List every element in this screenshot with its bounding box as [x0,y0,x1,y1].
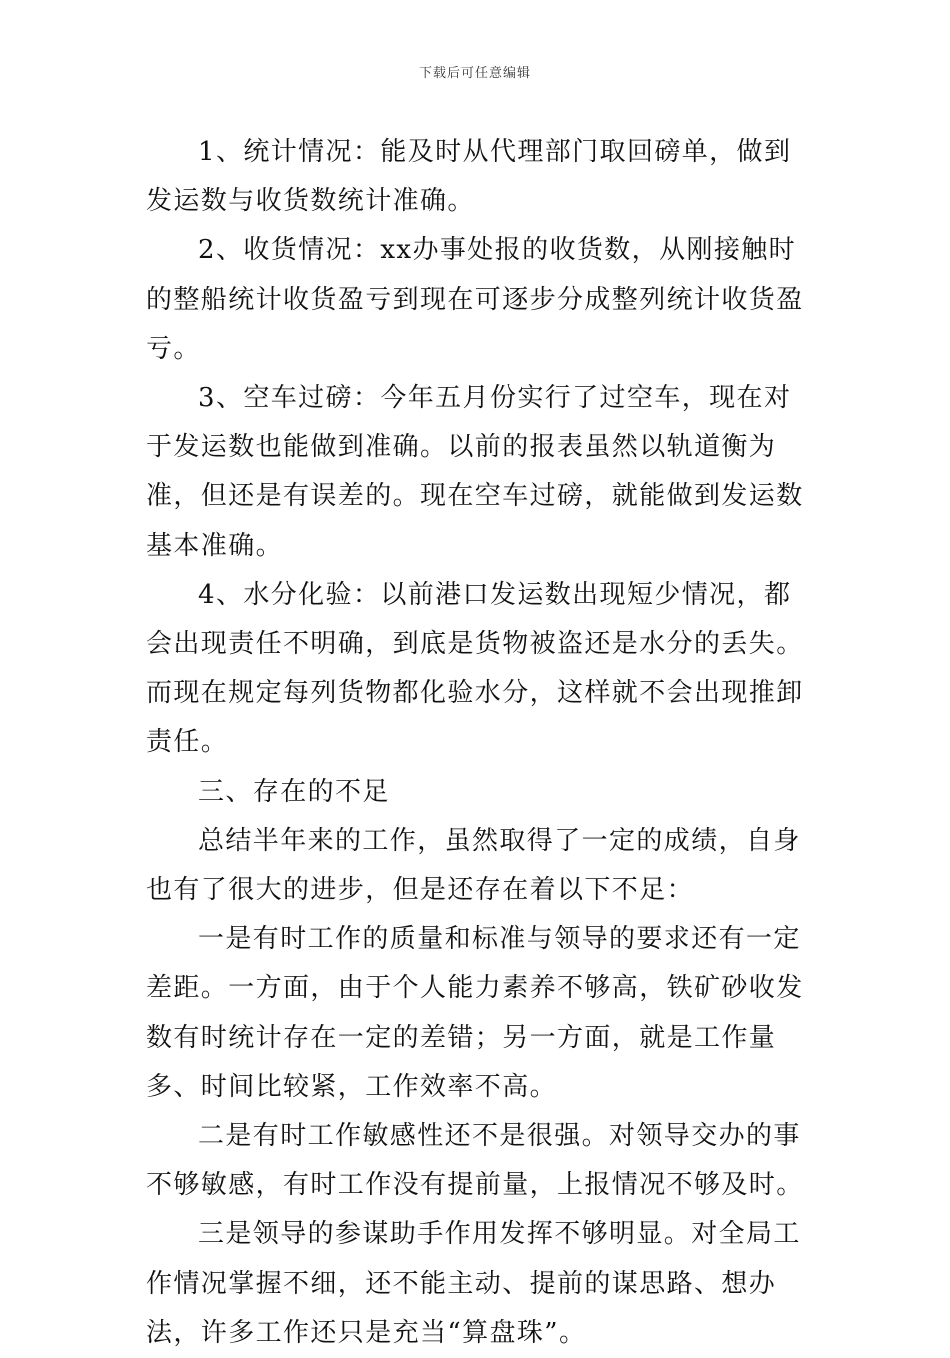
section-heading-shortcomings: 三、存在的不足 [198,776,390,807]
paragraph-statistics: 1、统计情况：能及时从代理部门取回磅单，做到发运数与收货数统计准确。 [146,137,792,217]
paragraph-empty-car-weighing: 3、空车过磅：今年五月份实行了过空车，现在对于发运数也能做到准确。以前的报表虽然以轨道衡为准，但还是有误差的。现在空车过磅，就能做到发运数基本准确。 [146,383,804,561]
paragraph-shortcoming-2: 二是有时工作敏感性还不是很强。对领导交办的事不够敏感，有时工作没有提前量，上报情况不够及时。 [146,1121,804,1201]
paragraph-shortcoming-3: 三是领导的参谋助手作用发挥不够明显。对全局工作情况掌握不细，还不能主动、提前的谋思路、想办法，许多工作还只是充当“算盘珠”。 [146,1219,801,1348]
paragraph-shortcoming-1: 一是有时工作的质量和标准与领导的要求还有一定差距。一方面，由于个人能力素养不够高，铁矿砂收发数有时统计存在一定的差错；另一方面，就是工作量多、时间比较紧，工作效率不高。 [146,924,804,1102]
paragraph-receiving: 2、收货情况：xx办事处报的收货数，从刚接触时的整船统计收货盈亏到现在可逐步分成整列统计收货盈亏。 [146,235,804,364]
page-header: 下载后可任意编辑 [418,66,531,81]
document-body [146,128,806,1358]
paragraph-moisture-test: 4、水分化验：以前港口发运数出现短少情况，都会出现责任不明确，到底是货物被盗还是水分的丢失。而现在规定每列货物都化验水分，这样就不会出现推卸责任。 [146,579,804,758]
paragraph-summary: 总结半年来的工作，虽然取得了一定的成绩，自身也有了很大的进步，但是还存在着以下不足： [146,825,801,906]
